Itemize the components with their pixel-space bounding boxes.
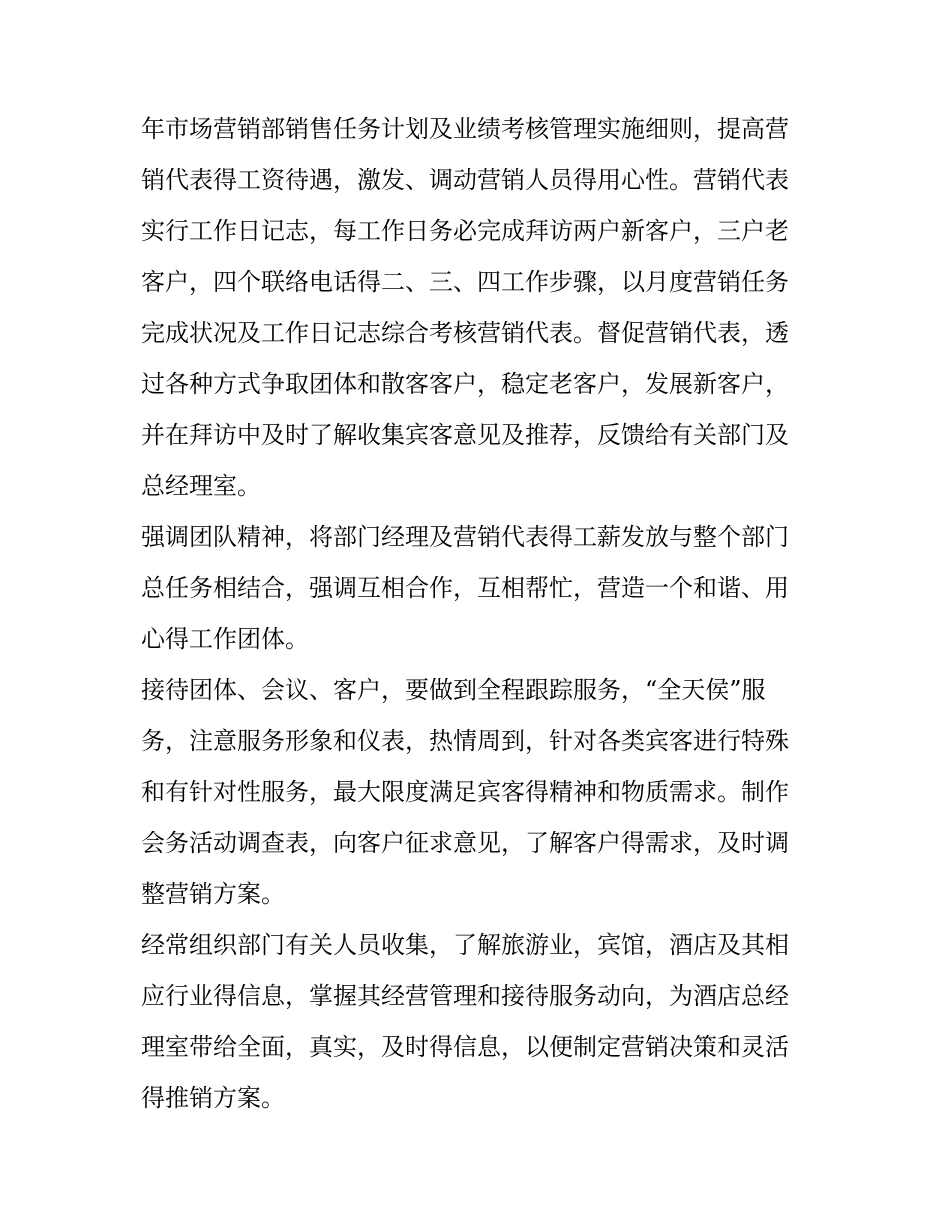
paragraph: [141, 104, 821, 512]
text-line: 并在拜访中及时了解收集宾客意见及推荐，反馈给有关部门及: [141, 421, 789, 449]
text-line: 过各种方式争取团体和散客客户，稳定老客户，发展新客户，: [141, 370, 789, 398]
text-line: 应行业得信息，掌握其经营管理和接待服务动向，为酒店总经: [141, 982, 789, 1010]
text-line: 整营销方案。: [141, 880, 285, 908]
text-line: 实行工作日记志，每工作日务必完成拜访两户新客户，三户老: [141, 217, 789, 245]
text-line: 接待团体、会议、客户，要做到全程跟踪服务，“全天侯”服: [141, 676, 766, 704]
text-line: 客户，四个联络电话得二、三、四工作步骤，以月度营销任务: [141, 268, 789, 296]
text-line: 完成状况及工作日记志综合考核营销代表。督促营销代表，透: [141, 319, 789, 347]
paragraph: [141, 920, 821, 1124]
document-body: [141, 104, 821, 1124]
text-line: 总经理室。: [141, 472, 261, 500]
text-line: 会务活动调查表，向客户征求意见，了解客户得需求，及时调: [141, 829, 789, 857]
text-line: 总任务相结合，强调互相合作，互相帮忙，营造一个和谐、用: [141, 574, 789, 602]
text-line: 理室带给全面，真实，及时得信息，以便制定营销决策和灵活: [141, 1033, 789, 1061]
text-line: 年市场营销部销售任务计划及业绩考核管理实施细则，提高营: [141, 115, 789, 143]
paragraph: [141, 512, 821, 665]
text-line: 销代表得工资待遇，激发、调动营销人员得用心性。营销代表: [141, 166, 789, 194]
text-line: 和有针对性服务，最大限度满足宾客得精神和物质需求。制作: [141, 778, 789, 806]
text-line: 强调团队精神，将部门经理及营销代表得工薪发放与整个部门: [141, 523, 789, 551]
text-line: 得推销方案。: [141, 1084, 285, 1112]
text-line: 务，注意服务形象和仪表，热情周到，针对各类宾客进行特殊: [141, 727, 789, 755]
text-line: 经常组织部门有关人员收集，了解旅游业，宾馆，酒店及其相: [141, 931, 789, 959]
text-line: 心得工作团体。: [141, 625, 309, 653]
paragraph: [141, 665, 821, 920]
